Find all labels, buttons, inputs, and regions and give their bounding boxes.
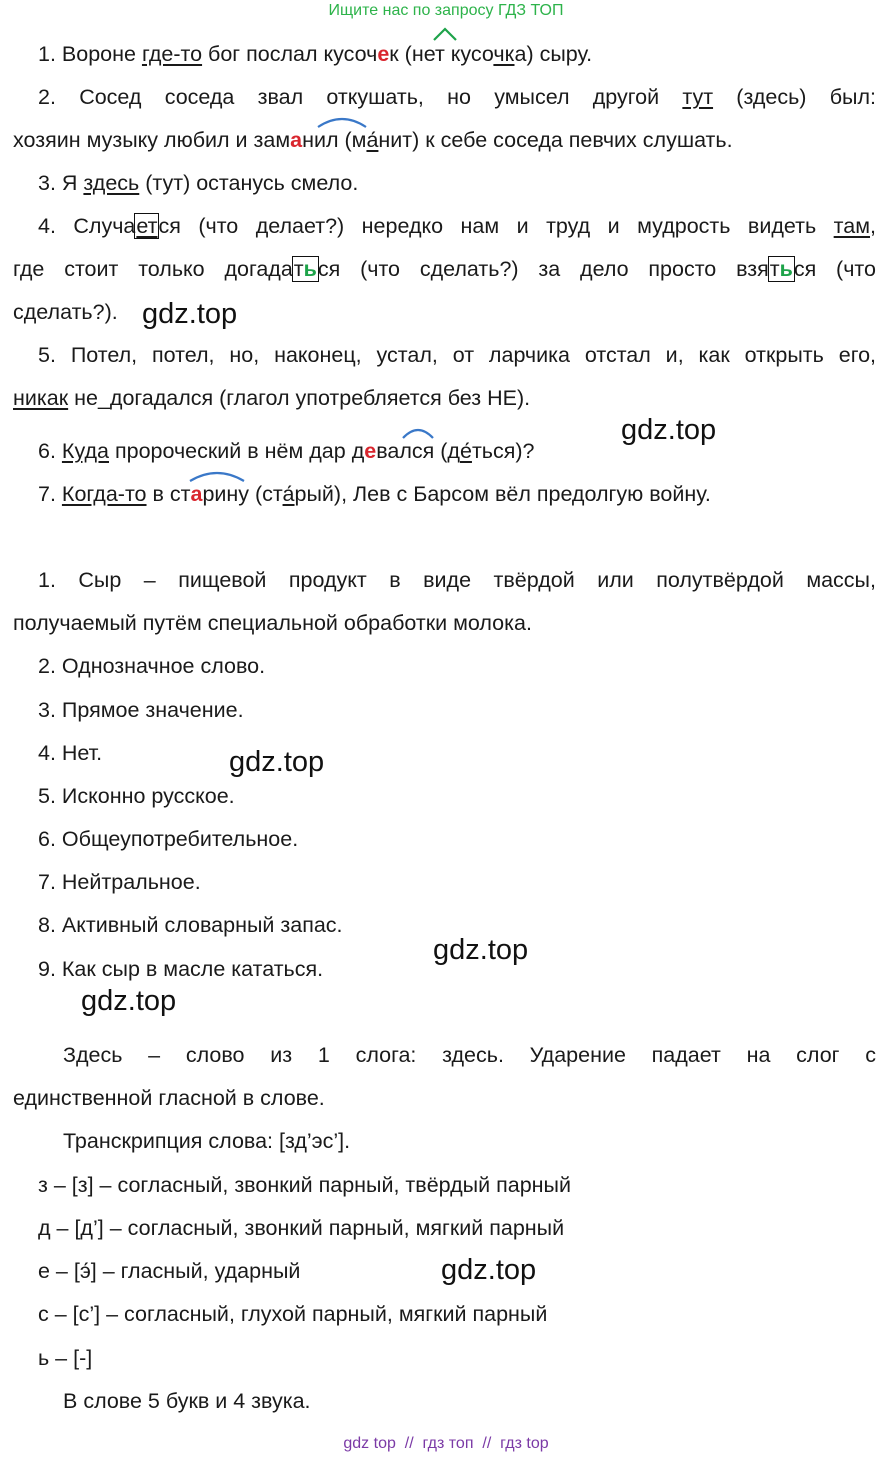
underlined-word: где-то (141, 42, 203, 66)
num: 6. (38, 439, 56, 463)
root-arc-icon (316, 115, 368, 129)
text: Сосед соседа звал откушать, но умысел другой (79, 85, 683, 109)
sound-row: з – [з] – согласный, звонкий парный, твёрдый парный (38, 1173, 571, 1197)
highlight-letter: ь (303, 257, 317, 281)
sound-row: е – [э́] – гласный, ударный (38, 1259, 301, 1283)
text: ся (что (793, 257, 876, 281)
text: к (нет кусо (389, 42, 494, 66)
highlight-letter: ь (779, 257, 793, 281)
text: (тут) останусь смело. (139, 171, 359, 195)
sound-row: ь – [-] (38, 1346, 93, 1370)
text: сделать?). (13, 300, 118, 324)
text: рину (ст (202, 482, 283, 506)
underlined-part: чк (493, 42, 515, 66)
underlined-word: здесь (83, 171, 140, 195)
sentence-5-cont (13, 385, 530, 411)
text: Потел, потел, но, наконец, устал, от ларчика отстал и, как открыть его, (70, 343, 876, 367)
stressed-letter: а́ (282, 482, 295, 506)
text: не_догадался (глагол употребляется без НЕ). (68, 386, 531, 410)
text: ся (что делает?) нередко нам и труд и мудрость видеть (158, 214, 834, 238)
sentence-2 (38, 84, 876, 110)
text: Случа (73, 214, 136, 238)
text: в ст (146, 482, 191, 506)
text: ся (что сделать?) за дело просто взя (317, 257, 769, 281)
watermark: gdz.top (441, 1254, 537, 1286)
sentence-3 (38, 170, 358, 196)
underlined-word: никак (13, 386, 69, 410)
text: где стоит только догада (13, 257, 293, 281)
sentence-4 (38, 213, 876, 239)
highlight-letter: а (290, 128, 303, 152)
sentence-4-cont (13, 256, 876, 282)
underlined-word: тут (682, 85, 714, 109)
transcription: Транскрипция слова: [зд’эс’]. (63, 1129, 351, 1153)
header-text: Ищите нас по запросу ГДЗ ТОП (328, 2, 564, 19)
list-item: 4. Нет. (38, 741, 103, 765)
suffix-mark-icon (432, 26, 460, 42)
sentence-4-end (13, 299, 118, 325)
definition-line-1: 1. Сыр – пищевой продукт в виде твёрдой или полутвёрдой массы, (38, 568, 876, 592)
text: а) сыру. (514, 42, 593, 66)
watermark: gdz.top (142, 298, 238, 330)
summary: В слове 5 букв и 4 звука. (63, 1389, 311, 1413)
underlined-word: Когда-то (61, 482, 147, 506)
stressed-letter: е́ (459, 439, 472, 463)
sentence-2-cont (13, 127, 733, 153)
text: пророческий в нём дар д (109, 439, 365, 463)
highlight-letter: е (377, 42, 390, 66)
watermark: gdz.top (433, 934, 529, 966)
text: , (870, 214, 876, 238)
watermark: gdz.top (621, 414, 717, 446)
highlight-letter: а (190, 482, 203, 506)
text: рый), Лев с Барсом вёл предолгую войну. (294, 482, 711, 506)
text: ться)? (471, 439, 535, 463)
text: Вороне (61, 42, 142, 66)
num: 3. (38, 171, 56, 195)
list-item: 5. Исконно русское. (38, 784, 235, 808)
sentence-5 (38, 342, 876, 368)
num: 1. (38, 42, 56, 66)
text: хозяин музыку любил и зам (13, 128, 291, 152)
text: т (769, 257, 780, 281)
root-arc-icon (401, 426, 435, 440)
list-item: 6. Общеупотребительное. (38, 827, 299, 851)
list-item: 3. Прямое значение. (38, 698, 244, 722)
definition-line-2: получаемый путём специальной обработки молока. (13, 611, 532, 635)
num: 5. (38, 343, 56, 367)
text: нит) к себе соседа певчих слушать. (378, 128, 733, 152)
text: бог послал кусоч (202, 42, 378, 66)
root-arc-icon (188, 469, 246, 483)
underlined-word: Куда (61, 439, 109, 463)
list-item: 2. Однозначное слово. (38, 654, 266, 678)
watermark: gdz.top (81, 985, 177, 1017)
underlined-word: там (833, 214, 871, 238)
highlight-letter: е (364, 439, 377, 463)
watermark: gdz.top (229, 746, 325, 778)
ending-box: ет (136, 214, 158, 238)
list-item: 9. Как сыр в масле кататься. (38, 957, 324, 981)
list-item: 7. Нейтральное. (38, 870, 201, 894)
sentence-1 (38, 41, 592, 67)
footer-text: gdz top // гдз топ // гдз top (343, 1435, 549, 1452)
num: 4. (38, 214, 56, 238)
text: (здесь) был: (713, 85, 876, 109)
analysis-line-2: единственной гласной в слове. (13, 1086, 325, 1110)
sentence-7 (38, 481, 711, 507)
analysis-line-1: Здесь – слово из 1 слога: здесь. Ударение падает на слог с (63, 1043, 876, 1067)
list-item: 8. Активный словарный запас. (38, 913, 343, 937)
stressed-letter: а́ (366, 128, 379, 152)
text: нил (м (302, 128, 367, 152)
text: Я (61, 171, 84, 195)
text: т (293, 257, 304, 281)
sound-row: с – [с’] – согласный, глухой парный, мягкий парный (38, 1302, 548, 1326)
sound-row: д – [д’] – согласный, звонкий парный, мягкий парный (38, 1216, 565, 1240)
num: 2. (38, 85, 56, 109)
num: 7. (38, 482, 56, 506)
text: вался (д (376, 439, 460, 463)
sentence-6 (38, 438, 535, 464)
